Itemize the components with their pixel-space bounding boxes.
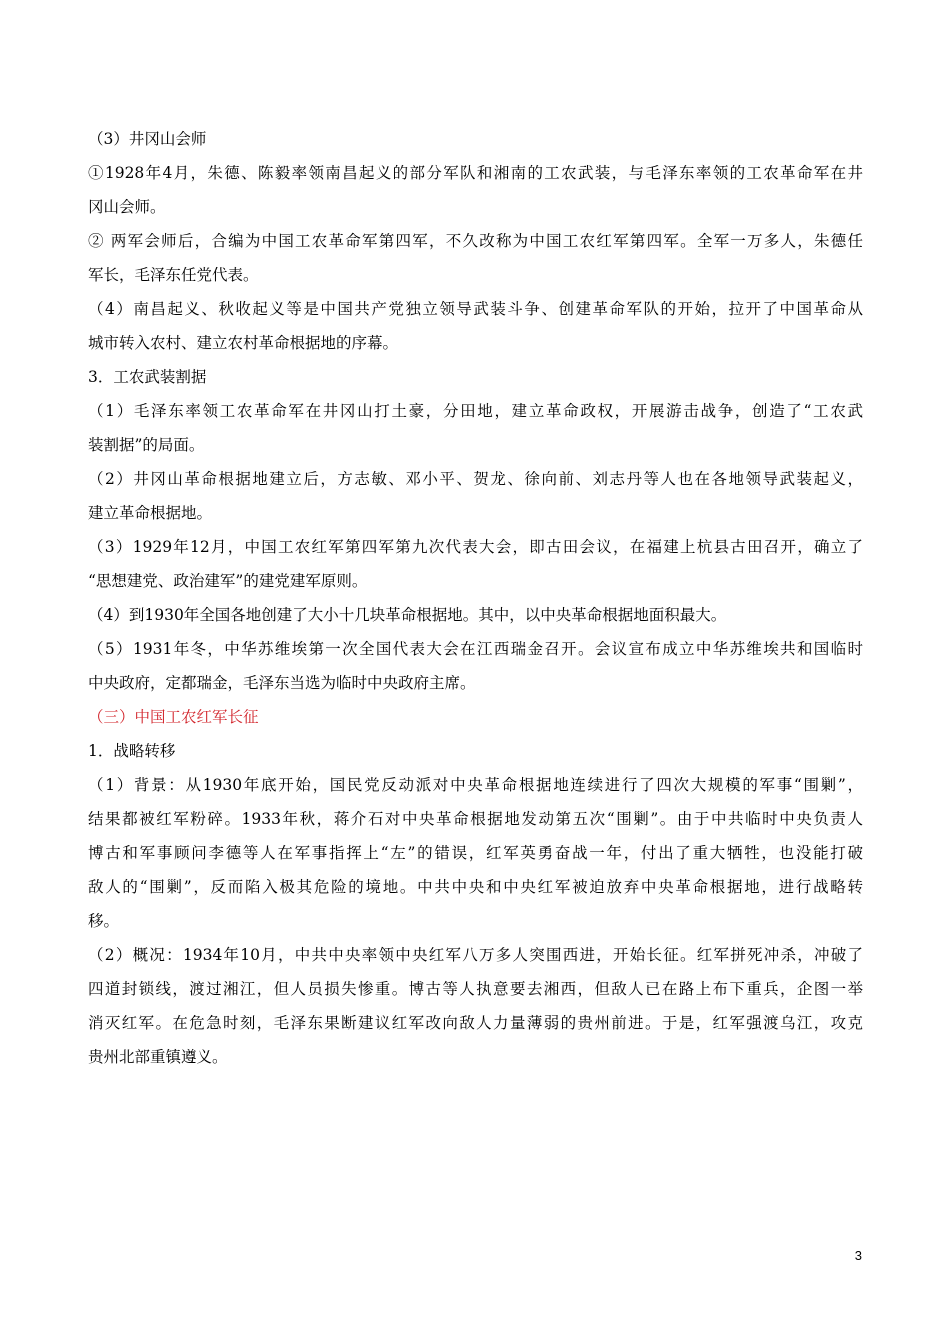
page-number: 3: [854, 1248, 862, 1263]
text-line: 城市转入农村、建立农村革命根据地的序幕。: [88, 334, 399, 352]
text-line: 军长，毛泽东任党代表。: [88, 266, 259, 284]
text-line: 建立革命根据地。: [88, 504, 213, 522]
text-line: 1．战略转移: [88, 742, 176, 760]
text-line: （2）概况：1934年10月，中共中央率领中央红军八万多人突围西进，开始长征。红军拼死冲杀，冲破了: [88, 946, 863, 964]
text-line: 贵州北部重镇遵义。: [88, 1048, 228, 1066]
text-line: 中央政府，定都瑞金，毛泽东当选为临时中央政府主席。: [88, 674, 476, 692]
text-line: 装割据”的局面。: [88, 436, 205, 454]
text-line: 四道封锁线，渡过湘江，但人员损失惨重。博古等人执意要去湘西，但敌人已在路上布下重兵，企图一举: [88, 980, 863, 998]
text-line: （1）毛泽东率领工农革命军在井冈山打土豪，分田地，建立革命政权，开展游击战争，创造了“工农武: [88, 402, 863, 420]
text-line: 消灭红军。在危急时刻，毛泽东果断建议红军改向敌人力量薄弱的贵州前进。于是，红军强渡乌江，攻克: [88, 1014, 863, 1032]
text-line: （4）南昌起义、秋收起义等是中国共产党独立领导武装斗争、创建革命军队的开始，拉开了中国革命从: [88, 300, 863, 318]
document-body: [88, 122, 863, 1074]
text-line: （2）井冈山革命根据地建立后，方志敏、邓小平、贺龙、徐向前、刘志丹等人也在各地领导武装起义，: [88, 470, 863, 488]
text-line: （3）1929年12月，中国工农红军第四军第九次代表大会，即古田会议，在福建上杭县古田召开，确立了: [88, 538, 863, 556]
text-line: （5）1931年冬，中华苏维埃第一次全国代表大会在江西瑞金召开。会议宣布成立中华苏维埃共和国临时: [88, 640, 863, 658]
text-line: 博古和军事顾问李德等人在军事指挥上“左”的错误，红军英勇奋战一年，付出了重大牺牲，也没能打破: [88, 844, 863, 862]
text-line: “思想建党、政治建军”的建党建军原则。: [88, 572, 368, 590]
text-line: ①1928年4月，朱德、陈毅率领南昌起义的部分军队和湘南的工农武装，与毛泽东率领的工农革命军在井: [88, 164, 863, 182]
text-line: ② 两军会师后，合编为中国工农革命军第四军，不久改称为中国工农红军第四军。全军一万多人，朱德任: [88, 232, 863, 250]
text-line: 敌人的“围剿”，反而陷入极其危险的境地。中共中央和中央红军被迫放弃中央革命根据地，进行战略转: [88, 878, 863, 896]
text-line: 移。: [88, 912, 120, 930]
text-line: （1）背景：从1930年底开始，国民党反动派对中央革命根据地连续进行了四次大规模的军事“围剿”，: [88, 776, 863, 794]
text-line: （4）到1930年全国各地创建了大小十几块革命根据地。其中，以中央革命根据地面积最大。: [88, 606, 727, 624]
text-line: （3）井冈山会师: [88, 130, 207, 148]
section-heading: （三）中国工农红军长征: [88, 708, 259, 726]
text-line: 结果都被红军粉碎。1933年秋，蒋介石对中央革命根据地发动第五次“围剿”。由于中共临时中央负责人: [88, 810, 863, 828]
text-line: 3．工农武装割据: [88, 368, 207, 386]
text-line: 冈山会师。: [88, 198, 166, 216]
